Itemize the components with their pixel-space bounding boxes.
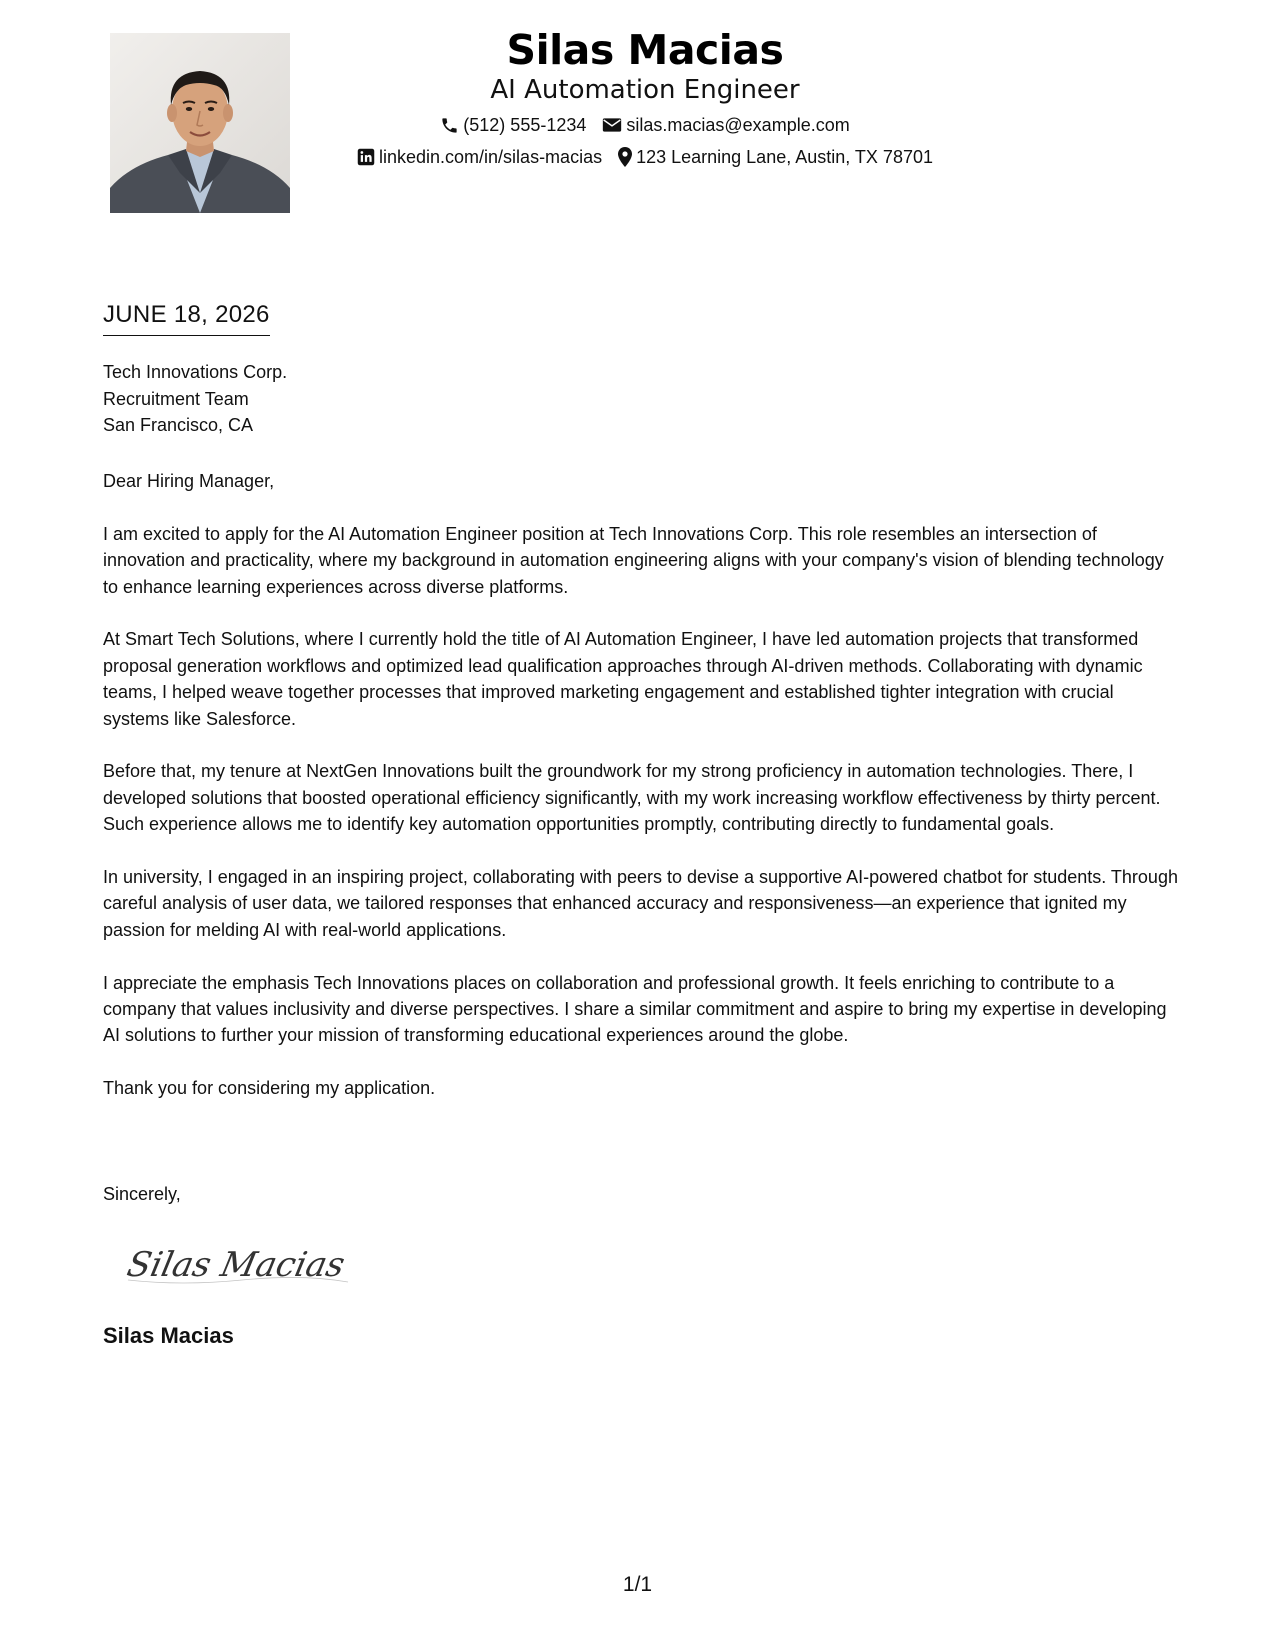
body-paragraph: In university, I engaged in an inspiring project, collaborating with peers to devise a supportive AI-powered chatbot for students. Through careful analysis of user data, we tailored responses that enhanced accuracy and responsiveness—an experience that ignited my passion for melding AI with real-world applications. (103, 867, 1178, 940)
email-address: silas.macias@example.com (626, 115, 850, 135)
body-paragraph: I appreciate the emphasis Tech Innovations places on collaboration and professional growth. It feels enriching to contribute to a company that values inclusivity and diverse perspectives. I share a similar commitment and aspire to bring my expertise in developing AI solutions to further your mission of transforming educational experiences around the globe. (103, 972, 1167, 1046)
phone-icon (440, 116, 459, 135)
recipient-company: Tech Innovations Corp. (103, 362, 288, 382)
contact-address (618, 145, 933, 169)
profile-photo (110, 33, 290, 213)
contact-linkedin (357, 145, 602, 169)
letter-body (103, 468, 1183, 1128)
street-address: 123 Learning Lane, Austin, TX 78701 (636, 147, 933, 167)
contact-email (602, 113, 849, 137)
thanks-line: Thank you for considering my application. (103, 1078, 436, 1099)
body-paragraph: Before that, my tenure at NextGen Innovations built the groundwork for my strong proficiency in automation technologies. There, I developed solutions that boosted operational efficiency significantly, with my work increasing workflow effectiveness by thirty percent. Such experience allows me to identify key automation opportunities promptly, contributing directly to fundamental goals. (103, 761, 1161, 835)
contact-row-secondary (310, 145, 980, 169)
contact-row-primary (310, 113, 980, 137)
contact-phone (440, 113, 586, 137)
recipient-block (103, 359, 287, 439)
phone-number: (512) 555-1234 (463, 115, 587, 135)
linkedin-url: linkedin.com/in/silas-macias (379, 147, 603, 167)
signature-text: Silas Macias (123, 1245, 349, 1285)
applicant-title: AI Automation Engineer (490, 75, 800, 105)
handwritten-signature (122, 1236, 352, 1294)
letter-date-block (103, 300, 270, 336)
header (310, 22, 980, 169)
body-paragraph: At Smart Tech Solutions, where I currently hold the title of AI Automation Engineer, I have led automation projects that transformed proposal generation workflows and optimized lead qualification approaches through AI-driven methods. Collaborating with dynamic teams, I helped weave together processes that improved marketing engagement and established tighter integration with crucial systems like Salesforce. (103, 629, 1143, 729)
applicant-name: Silas Macias (506, 26, 784, 74)
signer-name: Silas Macias (103, 1323, 234, 1348)
recipient-team: Recruitment Team (103, 388, 249, 409)
salutation: Dear Hiring Manager, (103, 471, 275, 491)
map-pin-icon (618, 147, 632, 167)
closing: Sincerely, (103, 1184, 181, 1204)
page-number: 1/1 (622, 1573, 653, 1596)
body-paragraph: I am excited to apply for the AI Automation Engineer position at Tech Innovations Corp. This role resembles an intersection of innovation and practicality, where my background in automation engineering aligns with your company's vision of blending technology to enhance learning experiences across diverse platforms. (103, 523, 1164, 597)
envelope-icon (602, 117, 622, 133)
linkedin-icon (357, 148, 375, 166)
recipient-location: San Francisco, CA (103, 415, 254, 435)
letter-date: JUNE 18, 2026 (103, 300, 270, 336)
